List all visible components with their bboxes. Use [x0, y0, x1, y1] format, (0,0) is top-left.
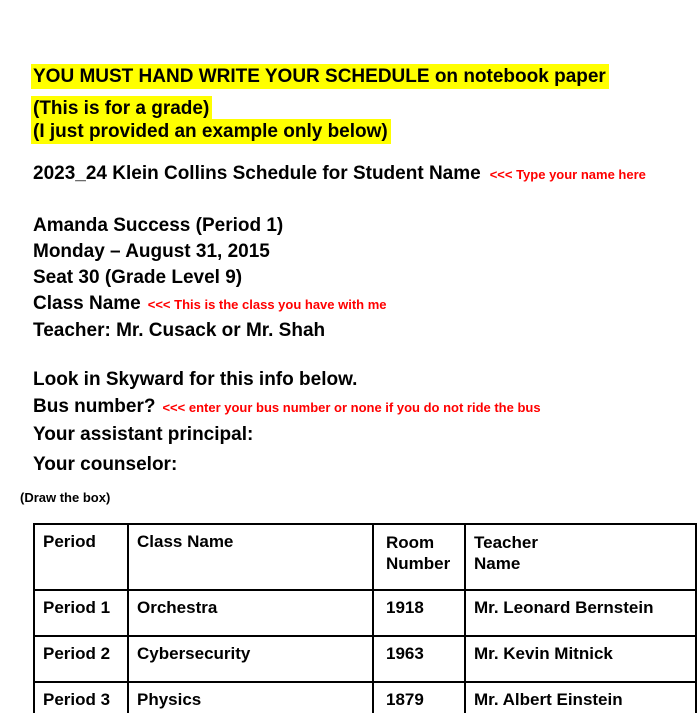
cell-period: Period 2	[34, 636, 128, 682]
cell-class-name: Orchestra	[128, 590, 373, 636]
skyward-block	[33, 366, 541, 478]
cell-room-number: 1879	[373, 682, 465, 713]
header-teacher-name	[465, 524, 696, 590]
header-period	[34, 524, 128, 590]
bus-number-label: Bus number?	[33, 396, 156, 417]
header-room-number	[373, 524, 465, 590]
cell-teacher-name: Mr. Albert Einstein	[465, 682, 696, 713]
schedule-title-line	[33, 161, 646, 188]
notice-line-2-text: (This is for a grade)	[31, 96, 212, 121]
table-row	[34, 682, 696, 713]
title-annotation: <<< Type your name here	[489, 167, 646, 182]
teacher-line: Teacher: Mr. Cusack or Mr. Shah	[33, 320, 326, 341]
header-class-name-label: Class Name	[137, 532, 234, 551]
header-teacher-name-label: Teacher Name	[474, 533, 538, 573]
student-info-block	[33, 213, 387, 344]
cell-class-name: Cybersecurity	[128, 636, 373, 682]
skyward-heading: Look in Skyward for this info below.	[33, 369, 358, 390]
notice-line-1-text: YOU MUST HAND WRITE YOUR SCHEDULE on notebook paper	[31, 64, 609, 89]
schedule-title: 2023_24 Klein Collins Schedule for Student Name	[33, 163, 481, 184]
notice-line-2	[31, 97, 609, 120]
date-line: Monday – August 31, 2015	[33, 241, 270, 262]
cell-room-number: 1963	[373, 636, 465, 682]
cell-class-name: Physics	[128, 682, 373, 713]
highlighted-notice	[31, 61, 609, 143]
cell-teacher-name: Mr. Kevin Mitnick	[465, 636, 696, 682]
notice-line-3	[31, 120, 609, 143]
cell-period: Period 3	[34, 682, 128, 713]
notice-line-1	[31, 61, 609, 92]
class-label: Class Name	[33, 293, 141, 314]
header-class-name	[128, 524, 373, 590]
header-period-label: Period	[43, 532, 96, 551]
student-name-line: Amanda Success (Period 1)	[33, 215, 284, 236]
assistant-principal-line: Your assistant principal:	[33, 424, 254, 445]
table-row	[34, 590, 696, 636]
header-room-number-label: Room Number	[386, 533, 451, 573]
counselor-line: Your counselor:	[33, 454, 178, 475]
notice-line-3-text: (I just provided an example only below)	[31, 119, 391, 144]
seat-line: Seat 30 (Grade Level 9)	[33, 267, 243, 288]
cell-room-number: 1918	[373, 590, 465, 636]
draw-box-note: (Draw the box)	[20, 490, 111, 505]
table-row	[34, 636, 696, 682]
bus-annotation: <<< enter your bus number or none if you do not ride the bus	[162, 400, 541, 415]
class-annotation: <<< This is the class you have with me	[147, 297, 387, 312]
table-header-row	[34, 524, 696, 590]
class-line	[33, 291, 387, 318]
schedule-table	[33, 523, 697, 713]
cell-period: Period 1	[34, 590, 128, 636]
cell-teacher-name: Mr. Leonard Bernstein	[465, 590, 696, 636]
bus-number-line	[33, 393, 541, 421]
